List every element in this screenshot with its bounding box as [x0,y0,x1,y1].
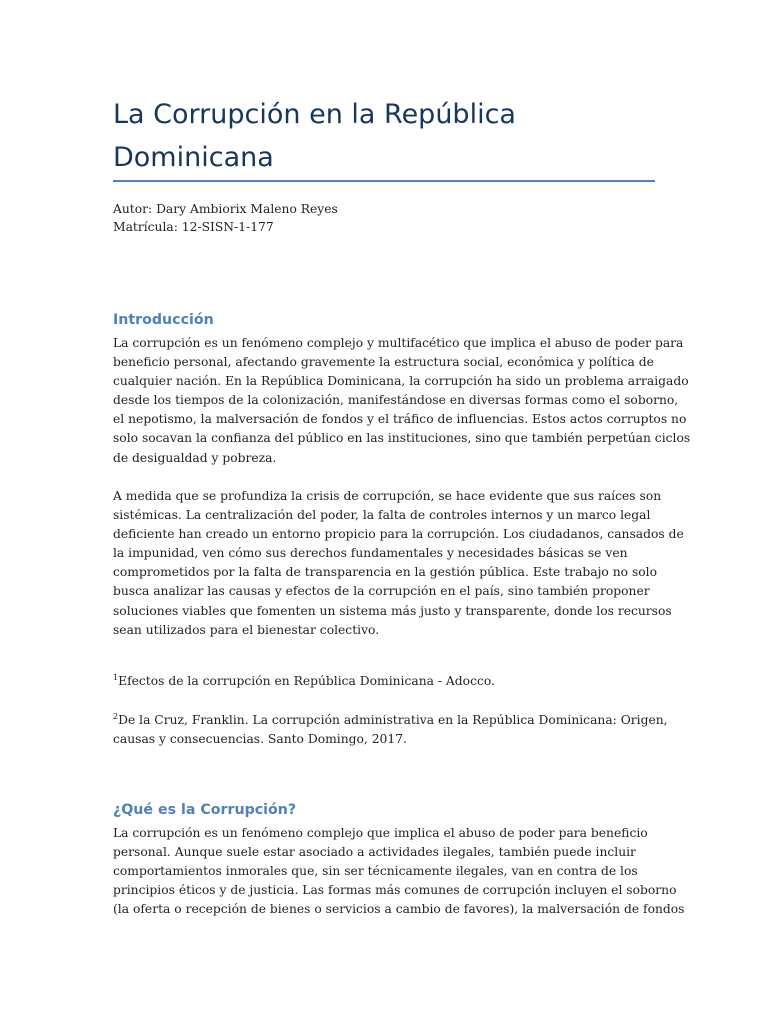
paragraph-line: (la oferta o recepción de bienes o servicios a cambio de favores), la malversación de fondos [113,902,685,917]
paragraph-line: desde los tiempos de la colonización, manifestándose en diversas formas como el soborno, [113,393,679,408]
paragraph-line: sistémicas. La centralización del poder, la falta de controles internos y un marco legal [113,508,651,523]
title-divider [113,180,655,182]
section-heading-introduccion: Introducción [113,312,214,328]
footnote-text: causas y consecuencias. Santo Domingo, 2017. [113,732,407,747]
paragraph [113,824,685,919]
paragraph-line: la impunidad, ven cómo sus derechos fundamentales y necesidades básicas se ven [113,546,628,561]
footnote-mark: 1 [113,673,119,682]
paragraph [113,334,691,468]
footnote [113,672,663,691]
paragraph-line: busca analizar las causas y efectos de la corrupción en el país, sino también proponer [113,584,650,599]
paragraph-line: personal. Aunque suele estar asociado a actividades ilegales, también puede incluir [113,845,636,860]
footnote-mark: 2 [113,712,119,721]
paragraph-line: soluciones viables que fomenten un sistema más justo y transparente, donde los recursos [113,603,672,618]
section-heading-que-es-la-corrupcion: ¿Qué es la Corrupción? [113,802,297,818]
footnote-text: De la Cruz, Franklin. La corrupción administrativa en la República Dominicana: Origen, [118,713,668,727]
document-title [113,93,673,179]
paragraph-line: de desigualdad y pobreza. [113,450,277,465]
paragraph-line: A medida que se profundiza la crisis de corrupción, se hace evidente que sus raíces son [113,489,662,503]
paragraph-line: solo socavan la confianza del público en las instituciones, sino que también perpetúan ciclos [113,431,691,446]
paragraph-line: La corrupción es un fenómeno complejo y multifacético que implica el abuso de poder para [113,336,684,350]
paragraph-line: beneficio personal, afectando gravemente la estructura social, económica y política de [113,355,654,370]
author-line: Autor: Dary Ambiorix Maleno Reyes [113,202,338,216]
author-block [113,200,338,236]
paragraph-line: La corrupción es un fenómeno complejo que implica el abuso de poder para beneficio [113,826,648,840]
title-line: La Corrupción en la República [113,99,516,130]
title-line: Dominicana [113,142,274,173]
paragraph-line: deficiente han creado un entorno propicio para la corrupción. Los ciudadanos, cansados de [113,527,684,542]
footnote-text: Efectos de la corrupción en República Dominicana - Adocco. [118,674,495,688]
paragraph-line: sean utilizados para el bienestar colectivo. [113,622,380,637]
paragraph-line: el nepotismo, la malversación de fondos y el tráfico de influencias. Estos actos corruptos no [113,412,687,427]
paragraph-line: principios éticos y de justicia. Las formas más comunes de corrupción incluyen el soborno [113,883,677,898]
student-id-line: Matrícula: 12-SISN-1-177 [113,220,274,234]
paragraph [113,487,684,640]
paragraph-line: cualquier nación. En la República Dominicana, la corrupción ha sido un problema arraigado [113,374,689,389]
paragraph-line: comprometidos por la falta de transparencia en la gestión pública. Este trabajo no solo [113,565,658,580]
paragraph-line: comportamientos inmorales que, sin ser técnicamente ilegales, van en contra de los [113,864,638,879]
footnote [113,711,668,749]
